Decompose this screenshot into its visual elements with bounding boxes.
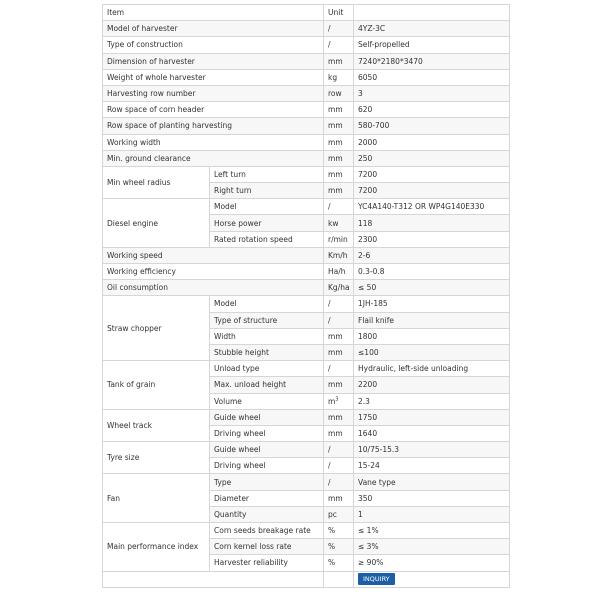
row-value: 2.3 [354, 393, 510, 409]
row-unit: row [324, 85, 354, 101]
row-unit: mm [324, 490, 354, 506]
row-unit: % [324, 555, 354, 571]
group-label-main-performance-index: Main performance index [103, 523, 210, 572]
row-unit: Km/h [324, 247, 354, 263]
row-value: ≤ 50 [354, 280, 510, 296]
row-unit: mm [324, 118, 354, 134]
row-unit: / [324, 37, 354, 53]
row-subitem: Quantity [210, 506, 324, 522]
empty-cell [103, 571, 324, 587]
row-unit: mm [324, 344, 354, 360]
row-subitem: Max. unload height [210, 377, 324, 393]
row-item: Weight of whole harvester [103, 69, 324, 85]
table-row [103, 409, 510, 425]
row-unit: / [324, 296, 354, 312]
row-item: Model of harvester [103, 21, 324, 37]
row-value: Hydraulic, left-side unloading [354, 361, 510, 377]
header-item: Item [103, 5, 324, 21]
row-item: Row space of planting harvesting [103, 118, 324, 134]
group-label-min-wheel-radius: Min wheel radius [103, 166, 210, 198]
row-item: Type of construction [103, 37, 324, 53]
group-label-diesel-engine: Diesel engine [103, 199, 210, 248]
row-value: 4YZ-3C [354, 21, 510, 37]
row-subitem: Guide wheel [210, 409, 324, 425]
inquiry-cell [354, 571, 510, 587]
row-subitem: Rated rotation speed [210, 231, 324, 247]
group-label-fan: Fan [103, 474, 210, 523]
row-unit: / [324, 361, 354, 377]
header-unit: Unit [324, 5, 354, 21]
spec-table [102, 4, 510, 588]
table-row [103, 442, 510, 458]
row-item: Working speed [103, 247, 324, 263]
row-subitem: Diameter [210, 490, 324, 506]
row-unit: kg [324, 69, 354, 85]
row-value: 6050 [354, 69, 510, 85]
row-value: 0.3-0.8 [354, 264, 510, 280]
table-row [103, 296, 510, 312]
row-unit: / [324, 474, 354, 490]
row-value: ≥ 90% [354, 555, 510, 571]
empty-cell [324, 571, 354, 587]
group-label-straw-chopper: Straw chopper [103, 296, 210, 361]
table-row [103, 102, 510, 118]
row-unit: mm [324, 166, 354, 182]
row-subitem: Driving wheel [210, 458, 324, 474]
row-value: 620 [354, 102, 510, 118]
row-unit: / [324, 458, 354, 474]
row-unit: / [324, 199, 354, 215]
group-label-tank-of-grain: Tank of grain [103, 361, 210, 410]
header-row [103, 5, 510, 21]
row-unit: mm [324, 328, 354, 344]
row-subitem: Corn seeds breakage rate [210, 523, 324, 539]
table-row [103, 199, 510, 215]
table-row [103, 361, 510, 377]
row-unit: mm [324, 53, 354, 69]
row-subitem: Corn kernel loss rate [210, 539, 324, 555]
row-value: 1 [354, 506, 510, 522]
header-value [354, 5, 510, 21]
row-item: Oil consumption [103, 280, 324, 296]
row-unit: kw [324, 215, 354, 231]
inquiry-row [103, 571, 510, 587]
table-row [103, 150, 510, 166]
row-value: 15-24 [354, 458, 510, 474]
row-unit: mm [324, 134, 354, 150]
table-row [103, 118, 510, 134]
row-subitem: Type of structure [210, 312, 324, 328]
row-value: ≤ 1% [354, 523, 510, 539]
row-subitem: Volume [210, 393, 324, 409]
row-value: Flail knife [354, 312, 510, 328]
row-subitem: Guide wheel [210, 442, 324, 458]
row-unit: Ha/h [324, 264, 354, 280]
row-value: 2000 [354, 134, 510, 150]
row-unit: / [324, 21, 354, 37]
row-unit: r/min [324, 231, 354, 247]
row-subitem: Driving wheel [210, 425, 324, 441]
row-unit: mm [324, 150, 354, 166]
row-value: 2300 [354, 231, 510, 247]
row-unit: mm [324, 102, 354, 118]
unit-base: m [328, 396, 336, 406]
row-unit: Kg/ha [324, 280, 354, 296]
row-value: 2-6 [354, 247, 510, 263]
row-unit: % [324, 539, 354, 555]
table-row [103, 523, 510, 539]
group-label-wheel-track: Wheel track [103, 409, 210, 441]
row-subitem: Right turn [210, 183, 324, 199]
row-unit: / [324, 312, 354, 328]
row-value: 1800 [354, 328, 510, 344]
row-value: Self-propelled [354, 37, 510, 53]
table-row [103, 247, 510, 263]
row-subitem: Model [210, 296, 324, 312]
row-subitem: Type [210, 474, 324, 490]
row-unit: mm [324, 377, 354, 393]
table-row [103, 134, 510, 150]
row-value: 7200 [354, 166, 510, 182]
row-item: Dimension of harvester [103, 53, 324, 69]
row-value: Vane type [354, 474, 510, 490]
row-value: 7200 [354, 183, 510, 199]
row-subitem: Left turn [210, 166, 324, 182]
row-unit [324, 393, 354, 409]
row-item: Min. ground clearance [103, 150, 324, 166]
inquiry-button[interactable]: INQUIRY [358, 573, 395, 585]
row-value: 350 [354, 490, 510, 506]
row-subitem: Unload type [210, 361, 324, 377]
table-row [103, 37, 510, 53]
row-item: Working efficiency [103, 264, 324, 280]
row-subitem: Model [210, 199, 324, 215]
row-item: Row space of corn header [103, 102, 324, 118]
row-value: 10/75-15.3 [354, 442, 510, 458]
table-row [103, 21, 510, 37]
group-label-tyre-size: Tyre size [103, 442, 210, 474]
row-subitem: Horse power [210, 215, 324, 231]
row-value: 2200 [354, 377, 510, 393]
row-value: 1JH-185 [354, 296, 510, 312]
row-unit: / [324, 442, 354, 458]
table-row [103, 280, 510, 296]
row-value: 580-700 [354, 118, 510, 134]
table-row [103, 166, 510, 182]
row-unit: mm [324, 183, 354, 199]
row-value: 1750 [354, 409, 510, 425]
table-row [103, 264, 510, 280]
row-subitem: Harvester reliability [210, 555, 324, 571]
table-row [103, 53, 510, 69]
unit-superscript: 3 [335, 396, 339, 403]
row-value: 3 [354, 85, 510, 101]
row-subitem: Stubble height [210, 344, 324, 360]
row-unit: mm [324, 425, 354, 441]
row-value: ≤100 [354, 344, 510, 360]
row-value: ≤ 3% [354, 539, 510, 555]
row-value: 118 [354, 215, 510, 231]
table-row [103, 69, 510, 85]
row-value: 7240*2180*3470 [354, 53, 510, 69]
row-unit: mm [324, 409, 354, 425]
row-value: YC4A140-T312 OR WP4G140E330 [354, 199, 510, 215]
row-value: 250 [354, 150, 510, 166]
row-unit: % [324, 523, 354, 539]
row-value: 1640 [354, 425, 510, 441]
table-row [103, 474, 510, 490]
row-subitem: Width [210, 328, 324, 344]
row-unit: pc [324, 506, 354, 522]
row-item: Harvesting row number [103, 85, 324, 101]
table-row [103, 85, 510, 101]
row-item: Working width [103, 134, 324, 150]
